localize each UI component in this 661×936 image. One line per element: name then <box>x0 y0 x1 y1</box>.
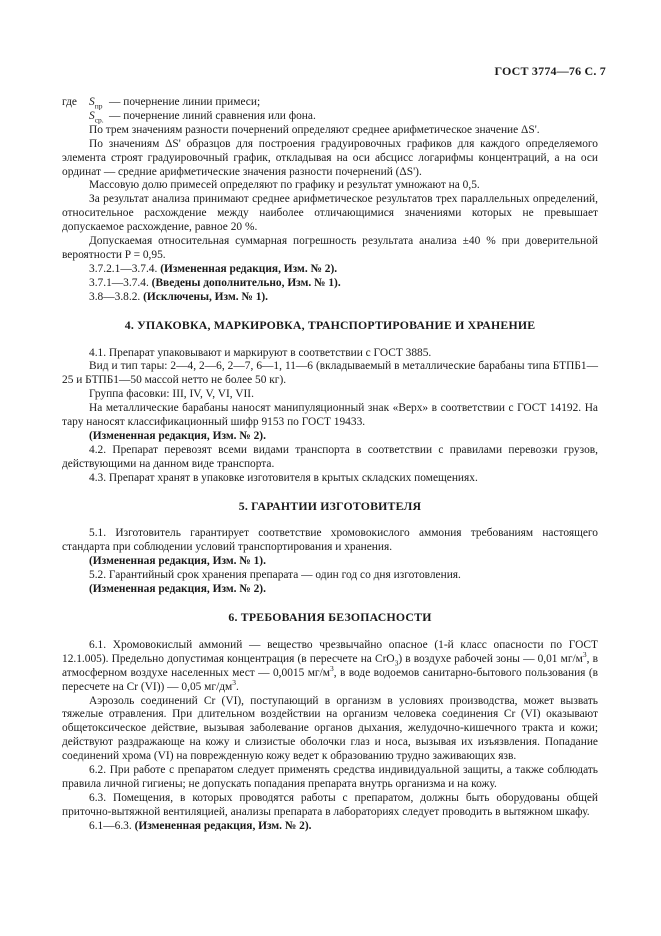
revision-note: (Измененная редакция, Изм. № 1). <box>89 555 266 568</box>
section-heading-6: 6. ТРЕБОВАНИЯ БЕЗОПАСНОСТИ <box>228 610 432 624</box>
paragraph: 6.1. Хромовокислый аммоний — вещество чрезвычайно опасное (1-й класс опасности по ГОСТ 12.1.005). Предельно допустимая концентрация (в пересчете на CrO$_3$) в воздухе рабочей зоны — 0,01 $мг/м^3$, в атмосферном воздухе населенных мест — 0,0015 $мг/м^3$, в воде водоемов санитарно-бытового пользования (в пересчете на Cr (VI)) — 0,05 $мг/дм^3$. <box>62 638 598 693</box>
paragraph: 4.2. Препарат перевозят всеми видами транспорта в соответствии с правилами перевозки грузов, действующими на данном виде транспорта. <box>62 443 598 470</box>
definition-list <box>62 96 598 124</box>
revision-note: (Измененная редакция, Изм. № 2). <box>89 429 266 442</box>
paragraph: 4.1. Препарат упаковывают и маркируют в соответствии с ГОСТ 3885. <box>89 346 432 359</box>
page-content <box>62 96 598 834</box>
paragraph: 6.2. При работе с препаратом следует применять средства индивидуальной защиты, а также соблюдать правила личной гигиены; не допускать попадания препарата внутрь организма и на кожу. <box>62 764 598 790</box>
where-label: где <box>62 96 77 108</box>
revision-note: 3.7.1—3.7.4. (Введены дополнительно, Изм. № 1). <box>89 276 341 289</box>
paragraph: По трем значениям разности почернений определяют среднее арифметическое значение ΔS'. <box>89 123 540 136</box>
revision-note: 6.1—6.3. (Измененная редакция, Изм. № 2). <box>89 819 312 832</box>
paragraph: 6.3. Помещения, в которых проводятся работы с препаратом, должны быть оборудованы общей приточно-вытяжной вентиляцией, анализы препарата в лабораториях следует проводить в вытяжном шкафу. <box>62 791 598 818</box>
paragraph: На металлические барабаны наносят манипуляционный знак «Верх» в соответствии с ГОСТ 14192. На тару наносят классификационный шифр 9153 по ГОСТ 19433. <box>62 402 598 429</box>
paragraph: 5.1. Изготовитель гарантирует соответствие хромовокислого аммония требованиям настоящего стандарта при соблюдении условий транспортирования и хранения. <box>62 527 598 554</box>
paragraph: Группа фасовки: III, IV, V, VI, VII. <box>89 388 254 401</box>
paragraph: По значениям ΔS' образцов для построения градуировочных графиков для каждого определяемого элемента строят градуировочный график, откладывая на оси абсцисс логарифмы концентраций, а на оси ординат — средние арифметические значения разности почернений (ΔS'). <box>62 137 598 178</box>
paragraph: Вид и тип тары: 2—4, 2—6, 2—7, 6—1, 11—6 (вкладываемый в металлические барабаны типа БТПБ1—25 и БТПБ1—50 массой нетто не более 50 кг). <box>62 360 598 387</box>
page-header: ГОСТ 3774—76 С. 7 <box>494 64 606 78</box>
paragraph: 4.3. Препарат хранят в упаковке изготовителя в крытых складских помещениях. <box>89 471 478 484</box>
paragraph: За результат анализа принимают среднее арифметическое результатов трех параллельных определений, относительное расхождение между наиболее отличающимися значениями которых не превышает допускаемое расхождение, равное 20 %. <box>62 193 598 234</box>
symbol-s-sr: $S_{ср.}$ <box>89 109 104 125</box>
paragraph: Массовую долю примесей определяют по графику и результат умножают на 0,5. <box>89 179 480 192</box>
paragraph: Аэрозоль соединений Cr (VI), поступающий в организм в условиях производства, может вызвать тяжелые отравления. При длительном воздействии на организм человека соединения Cr (VI) оказывают общетоксическое действие, вызывая заболевание органов дыхания, желудочно-кишечного тракта и кожи; действуют раздражающе на кожу и слизистые оболочки глаз и носа, вызывая их изъязвления. Попадание соединений хрома (VI) на поврежденную кожу ведет к образованию трудно заживающих язв. <box>62 694 598 763</box>
definition-s-sr: — почернение линий сравнения или фона. <box>109 109 316 122</box>
definition-s-pr: — почернение линии примеси; <box>109 96 261 108</box>
symbol-s-pr: $S_{пр}$ <box>89 96 103 111</box>
paragraph: Допускаемая относительная суммарная погрешность результата анализа ±40 % при доверительной вероятности P = 0,95. <box>62 235 598 261</box>
paragraph: 5.2. Гарантийный срок хранения препарата — один год со дня изготовления. <box>89 569 461 582</box>
revision-note: 3.8—3.8.2. (Исключены, Изм. № 1). <box>89 290 269 303</box>
section-heading-4: 4. УПАКОВКА, МАРКИРОВКА, ТРАНСПОРТИРОВАНИЕ И ХРАНЕНИЕ <box>124 317 536 332</box>
section-heading-5: 5. ГАРАНТИИ ИЗГОТОВИТЕЛЯ <box>238 498 422 513</box>
revision-note: (Измененная редакция, Изм. № 2). <box>89 583 266 596</box>
revision-note: 3.7.2.1—3.7.4. (Измененная редакция, Изм. № 2). <box>89 262 338 275</box>
